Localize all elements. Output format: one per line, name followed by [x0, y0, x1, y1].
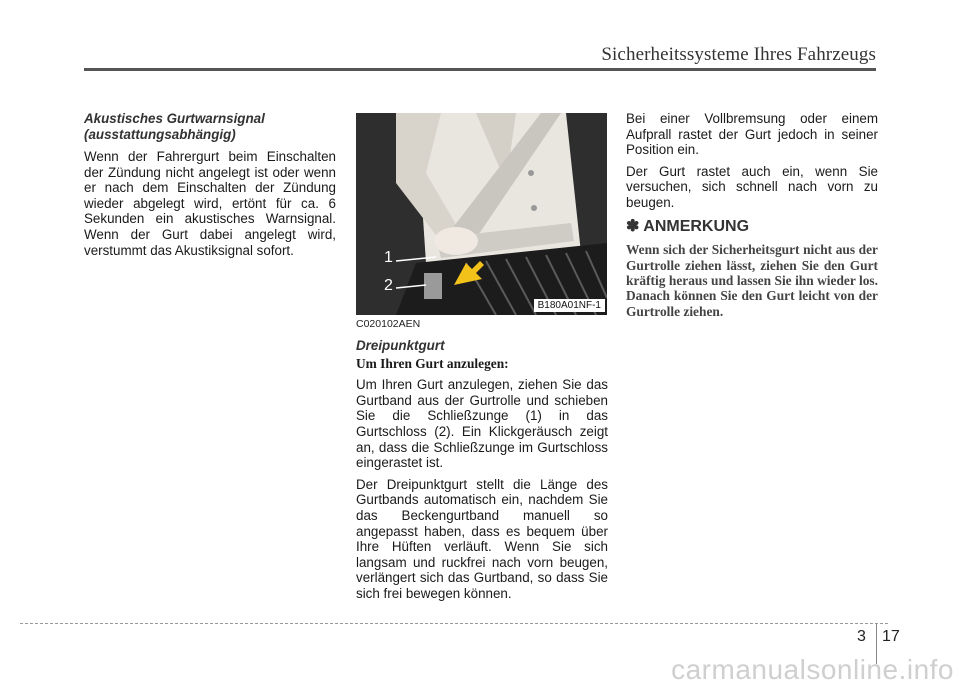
note-body: Wenn sich der Sicherheitsgurt nicht aus der Gurtrolle ziehen lässt, ziehen Sie den Gurt kräftig heraus und lassen Sie ihn wieder los. Danach können Sie den Gurt leicht von der Gurtrolle ziehen.	[626, 242, 878, 319]
section-code: C020102AEN	[356, 318, 421, 330]
footer-rule	[20, 623, 888, 624]
body-text-2: Der Gurt rastet auch ein, wenn Sie versuchen, sich schnell nach vorn zu beugen.	[626, 163, 878, 210]
body-text-2: Der Dreipunktgurt stellt die Länge des Gurtbands automatisch ein, nachdem Sie das Beckengurtband manuell so angepasst haben, dass es bequem über Ihre Hüften verläuft. Wenn Sie sich langsam und ruckfrei nach vorn beugen, verlängert sich das Gurtband, so dass Sie sich frei bewegen können.	[356, 476, 608, 601]
body-text-1: Bei einer Vollbremsung oder einem Aufprall rastet der Gurt jedoch in seiner Position ein.	[626, 111, 878, 158]
header-title: Sicherheitssysteme Ihres Fahrzeugs	[601, 44, 876, 65]
chapter-number: 3	[857, 628, 866, 645]
note-heading: ✽ ANMERKUNG	[626, 217, 750, 235]
section-heading-note: (ausstattungsabhängig)	[84, 127, 236, 142]
body-text-1: Um Ihren Gurt anzulegen, ziehen Sie das Gurtband aus der Gurtrolle und schieben Sie die Schließzunge (1) in das Gurtschloss (2). Ein Klickgeräusch zeigt an, dass die Schließzunge im Gurtschloss eingerastet ist.	[356, 377, 608, 471]
header-rule	[84, 68, 876, 71]
column-left	[84, 111, 336, 264]
figure-caption: B180A01NF-1	[534, 299, 605, 312]
subheading: Um Ihren Gurt anzulegen:	[356, 355, 509, 371]
callout-1: 1	[384, 249, 393, 266]
section-heading: Akustisches Gurtwarnsignal	[84, 111, 265, 126]
seatbelt-figure	[356, 113, 607, 315]
seatbelt-illustration	[356, 113, 607, 315]
body-text: Wenn der Fahrergurt beim Einschalten der Zündung nicht angelegt ist oder wenn er nach dem Einschalten der Zündung wieder abgelegt wird, ertönt für ca. 6 Sekunden ein akustisches Warnsignal. Wenn der Gurt dabei angelegt wird, verstummt das Akustiksignal sofort.	[84, 149, 336, 258]
watermark: carmanualsonline.info	[671, 654, 954, 685]
column-right	[626, 111, 878, 319]
section-heading: Dreipunktgurt	[356, 337, 445, 353]
callout-2: 2	[384, 277, 393, 294]
page-number: 17	[882, 628, 900, 645]
column-middle	[356, 317, 608, 608]
